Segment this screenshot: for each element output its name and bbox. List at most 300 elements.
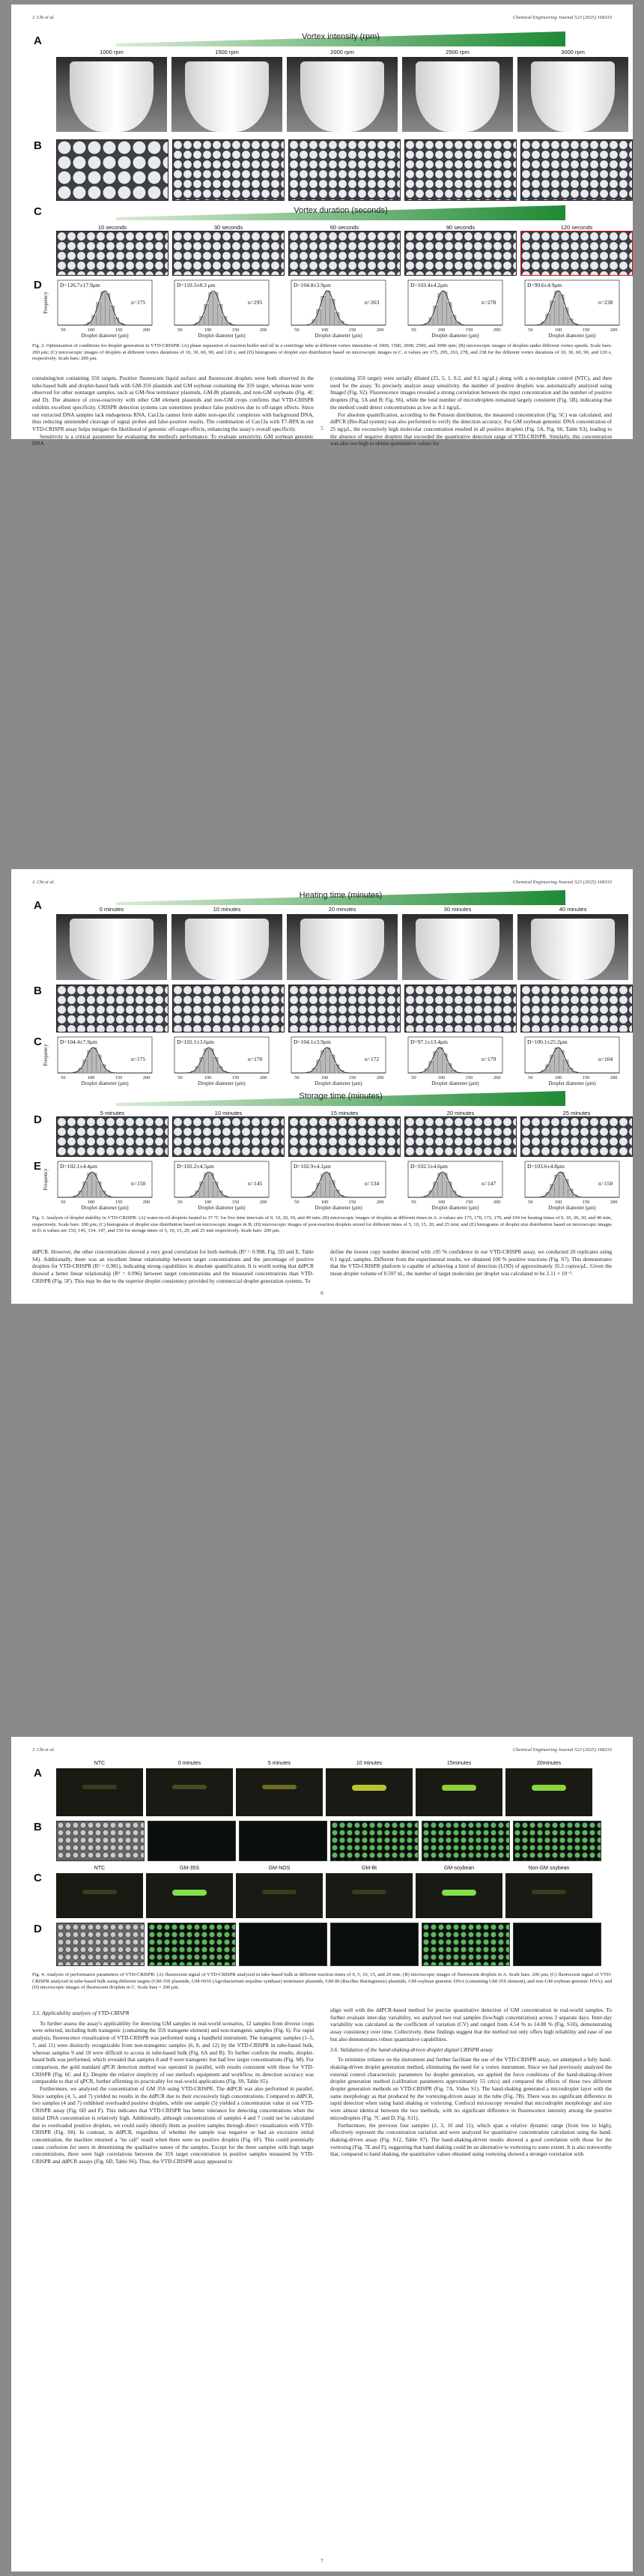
- x-tick-label: 50: [411, 327, 416, 333]
- x-tick-label: 200: [142, 1075, 151, 1080]
- micrograph-row-c: [56, 224, 633, 276]
- x-axis-label: Droplet diameter (μm): [431, 1080, 479, 1086]
- body-paragraph: Furthermore, we analyzed the concentration of GM 35S using VTD-CRISPR. The ddPCR was also performed in parallel. Since samples (4, 5, and 7) yielded no results in the ddPCR due to their excessively high concentrations. Compared to ddPCR, two samples (4 and 7) exhibited overloaded positive droplets, while one sample (5) yielded a concentration value in our VTD-CRISPR assay (Fig. 6D and F). This indicates that VTD-CRISPR has better tolerance for detecting concentrations when the initial DNA concentration is relatively high. Additionally, although concentrations of samples 4 and 7 could not be calculated due to overloaded positive droplets, we could easily identify them as positive samples through direct visualization with VTD-CRISPR (Fig. S8). In contrast, in ddPCR, regardless of whether the sample was negative or had an excessive initial concentration, the machine returned a "no call" result when there were no positive droplets (Fig. 6F). This could potentially cause confusion for users in determining the qualitative nature of the samples. Except for the three samples with high target concentrations, there were high correlations between the 35S target concentration in positive samples measured by VTD-CRISPR and ddPCR assays (Fig. 6D, Table S6). Thus, the VTD-CRISPR assay appeared to: [32, 2085, 314, 2165]
- micrograph-row-b: [56, 985, 633, 1032]
- x-axis-label: Droplet diameter (μm): [548, 1205, 596, 1211]
- x-axis-label: Droplet diameter (μm): [198, 1080, 246, 1086]
- body-paragraph: To further assess the assay's applicability for detecting GM samples in real-world scenarios, 12 samples from diverse crops were selected, including both transgenic (containing the 35S transgene element) and non-transgenic samples (Fig. 6). For rapid analysis, fluorescence visualization of VTD-CRISPR was performed using a handheld instrument. The transgenic samples (1–5, 7, and 11) were distinctly recognizable from non-transgenic samples (6, 8, and 12) by the VTD-CRISPR in tube-based bulk, whereas samples 9 and 10 were difficult to access in tube-based bulk (Fig. 6A and B). To further confirm the results, droplet-based bulk was performed, which revealed that samples 8 and 9 were transgenic but had low target concentrations (Fig. S8). For comparison, the gold standard qPCR detection method was operated in parallel, with results consistent with those for VTD-CRISPR (Fig. 6C and E). Despite the relative simplicity of our method's equipment and workflow, its detection accuracy was comparable to that of qPCR, further affirming its practicality for real-world applications (Fig. S9, Table S5).: [32, 2019, 314, 2085]
- x-axis-label: Droplet diameter (μm): [315, 1205, 362, 1211]
- x-tick-label: 150: [231, 1075, 240, 1080]
- x-axis-label: Droplet diameter (μm): [81, 1205, 129, 1211]
- histogram-bar: [452, 1191, 456, 1197]
- body-columns: [32, 1248, 612, 1285]
- body-column-left: [32, 1248, 314, 1285]
- mean-diameter-label: D=110.3±8.3 μm: [177, 282, 216, 288]
- fluorescence-label: NTC: [94, 1761, 106, 1766]
- vortex-duration-title: Vortex duration (seconds): [294, 206, 388, 215]
- histogram-bar: [429, 318, 434, 325]
- histogram-bar: [330, 1055, 335, 1073]
- histogram-bar: [312, 1192, 317, 1197]
- histogram-row-c: [41, 1034, 622, 1086]
- histogram-bar: [200, 1182, 204, 1197]
- micrograph-label: 15 minutes: [330, 1110, 359, 1116]
- tube-photo-row: [56, 906, 628, 980]
- panel-label-a: A: [34, 34, 42, 47]
- fluorescence-label: GM-35S: [179, 1866, 200, 1871]
- x-tick-label: 200: [259, 1075, 267, 1080]
- x-tick-label: 50: [294, 327, 300, 333]
- mean-diameter-label: D=102.1±4.4μm: [60, 1163, 97, 1170]
- histogram-bar: [218, 304, 222, 325]
- panel-label-d: D: [34, 279, 42, 291]
- x-axis-label: Droplet diameter (μm): [548, 1080, 596, 1086]
- tube-photo: [517, 49, 628, 132]
- histogram-bar: [218, 1191, 222, 1197]
- tube-label: 40 minutes: [559, 906, 587, 913]
- x-axis-label: Droplet diameter (μm): [315, 333, 362, 339]
- x-tick-label: 200: [376, 1075, 384, 1080]
- histogram-bar: [559, 1172, 564, 1197]
- histogram-bar: [434, 1182, 438, 1197]
- histogram-bar: [209, 1049, 213, 1073]
- x-tick-label: 200: [493, 1075, 501, 1080]
- x-tick-label: 100: [437, 1200, 446, 1205]
- fluorescence-label: GM-soybean: [443, 1866, 475, 1871]
- tube-label: 2000 rpm: [330, 49, 354, 55]
- histogram: [392, 277, 505, 339]
- histogram: [392, 1034, 505, 1086]
- x-tick-label: 150: [582, 327, 590, 333]
- heating-time-wedge: [116, 889, 565, 905]
- fluorescence-micrograph: [148, 1821, 236, 1861]
- micrograph: [172, 139, 285, 201]
- histogram-bar: [447, 1182, 452, 1197]
- mean-diameter-label: D=103.4±4.2μm: [410, 282, 448, 288]
- histogram-bar: [550, 1055, 555, 1073]
- sample-count-label: n=104: [598, 1056, 613, 1062]
- micrograph: [404, 139, 517, 201]
- tube-photo: [171, 906, 282, 980]
- body-paragraph: Sensitivity is a critical parameter for evaluating the method's performance. To evaluate sensitivity, GM soybean genomic DNA: [32, 432, 314, 447]
- histogram-bar: [209, 1173, 213, 1197]
- mean-diameter-label: D=97.1±13.4μm: [410, 1038, 448, 1045]
- histogram-bar: [83, 1182, 88, 1197]
- histogram-bar: [438, 1173, 443, 1197]
- x-tick-label: 100: [554, 327, 562, 333]
- histogram-bar: [213, 292, 218, 325]
- figure-caption: Fig. 2. Optimization of conditions for droplet generation in VTD-CRISPR: (A) phase separation of reaction buffer and oil in a centrifuge tube at different vortex intensities of 1000, 1500, 2000, 2500, and 3000 rpm; (B) microscopic images of droplets under different vortex speeds. Scale bars: 200 μm; (C) microscopic images of droplets at different vortex durations of 10, 30, 60, 90, and 120 s; and (D) histograms of droplet size distribution based on microscopic images in C. n values are 175, 295, 263, 278, and 238 for the different vortex durations of 10, 30, 60, 90, and 120 s, respectively. Scale bars: 200 μm.: [32, 343, 612, 362]
- micrograph-label: 60 seconds: [329, 224, 359, 231]
- mean-diameter-label: D=126.7±17.9μm: [60, 282, 100, 288]
- x-axis-label: Droplet diameter (μm): [315, 1080, 362, 1086]
- sample-count-label: n=145: [248, 1180, 263, 1187]
- x-tick-label: 200: [376, 327, 384, 333]
- fluorescence-tube-row-c: [56, 1866, 592, 1918]
- x-tick-label: 150: [465, 1200, 473, 1205]
- x-tick-label: 50: [528, 1075, 533, 1080]
- brightfield-micrograph: [56, 1923, 145, 1966]
- panel-label-a: A: [34, 899, 42, 912]
- body-column-right: [330, 2007, 612, 2165]
- histogram-bar: [213, 1057, 218, 1073]
- histogram-bar: [335, 312, 339, 325]
- panel-label-a: A: [34, 1767, 42, 1780]
- x-tick-label: 50: [177, 1200, 183, 1205]
- vortex-intensity-title: Vortex intensity (rpm): [302, 32, 380, 41]
- sample-count-label: n=175: [131, 299, 146, 306]
- header-journal: Chemical Engineering Journal 523 (2025) 168333: [513, 880, 612, 885]
- fluorescence-micrograph-row-b: [56, 1821, 601, 1861]
- micrograph: [404, 224, 517, 276]
- panel-label-d: D: [34, 1113, 42, 1126]
- panel-label-c: C: [34, 205, 42, 218]
- header-authors: J. Chi et al.: [32, 880, 55, 885]
- micrograph: [172, 224, 285, 276]
- histogram-bar: [97, 1055, 101, 1073]
- x-tick-label: 150: [348, 1075, 356, 1080]
- histogram-bar: [317, 1060, 321, 1073]
- mean-diameter-label: D=100.1±25.2μm: [527, 1038, 568, 1045]
- x-tick-label: 100: [321, 327, 329, 333]
- panel-label-b: B: [34, 1821, 42, 1833]
- fluorescence-label: 5 minutes: [267, 1761, 291, 1766]
- micrograph-label: 120 seconds: [560, 224, 593, 231]
- mean-diameter-label: D=99.6±4.9μm: [527, 282, 562, 288]
- histogram-bar: [97, 303, 101, 325]
- tube-label: 0 minutes: [99, 906, 124, 913]
- body-columns: [32, 2007, 612, 2165]
- histogram-bar: [564, 1060, 568, 1073]
- x-tick-label: 100: [321, 1200, 329, 1205]
- micrograph: [288, 139, 401, 201]
- histogram-bar: [447, 1064, 452, 1073]
- body-paragraph: containing/not containing 35S targets. Positive fluorescent liquid surface and fluorescent droplets were both observed in the tube-based bulk and droplet-based bulk with GM-35S plasmids and GM soybean containing the 35S target, whereas none were observed for other nontarget samples, such as GM-Nos terminator plasmids, GM-Bt plasmids, and non-GM soybeans (Fig. 4C and D). The absence of cross-reactivity with other GM element plasmids and non-GM crops confirms that VTD-CRISPR exhibits excellent specificity. CRISPR detection systems can sometimes produce false positives due to off-target effects. Since our extracted DNA samples lack endogenous RNA, Cas13a cannot form stable non-specific complexes with background DNA, thus reducing unintended cleavage of signal probes and false-positive results. The combination of Cas13a with T7-RPA in our VTD-CRISPR assay helps mitigate the likelihood of genomic off-target effects, enhancing the assay's overall specificity.: [32, 375, 314, 432]
- histogram-bar: [204, 1173, 209, 1197]
- fluorescence-tube: [505, 1866, 592, 1918]
- fluorescence-tube: [236, 1761, 323, 1816]
- histogram: [41, 1158, 155, 1211]
- fluorescence-tube: [56, 1866, 143, 1918]
- x-tick-label: 150: [115, 1200, 123, 1205]
- tube-label: 1500 rpm: [215, 49, 239, 55]
- fluorescence-label: NTC: [94, 1866, 106, 1871]
- running-header: [32, 1747, 612, 1756]
- x-tick-label: 100: [87, 1075, 95, 1080]
- micrograph-label: 10 seconds: [97, 224, 127, 231]
- fluorescence-tube: [236, 1866, 323, 1918]
- x-tick-label: 50: [177, 327, 183, 333]
- fluorescence-micrograph: [422, 1923, 510, 1966]
- tube-photo: [402, 906, 513, 980]
- histogram-row-d: [41, 277, 622, 339]
- histogram-bar: [317, 309, 321, 325]
- histogram-bar: [564, 1179, 568, 1197]
- histogram-bar: [195, 1067, 200, 1073]
- header-authors: J. Chi et al.: [32, 15, 55, 20]
- body-paragraph: ddPCR. However, the other concentrations showed a very good correlation for both methods (R² = 0.998, Fig. 5D and E, Table S4). Additionally, there was an excellent linear relationship between target concentrations and the percentage of positive droplets for VTD-CRISPR (R² = 0.981), indicating strong capabilities in absolute quantification. It is worth noting that ddPCR showed a better linear relationship (R² = 0.996) between target concentrations and the measured concentrations than VTD-CRISPR (Fig. 5F). This may be due to the superior droplet consistency provided by commercial droplet generation systems. To: [32, 1248, 314, 1284]
- x-tick-label: 200: [376, 1200, 384, 1205]
- x-tick-label: 150: [231, 327, 240, 333]
- histogram-bar: [83, 1060, 88, 1073]
- sample-count-label: n=150: [598, 1180, 613, 1187]
- histogram-bar: [555, 1047, 559, 1073]
- histogram-bar: [443, 1173, 447, 1197]
- body-paragraph: Furthermore, the previous four samples (2, 3, 10 and 11), which span a relative dynamic range (from low to high), effectively represent the concentration variation and were analyzed for quantitative concentration calculation using the hand-shaking-driven assay (Fig. S12, Table S7). The hand-shaking-driven results showed a good correlation with those for the vortexing (Fig. 7E and F), suggesting that hand shaking could be an alternative to vortexing to some extent. It is also noteworthy that, compared to hand shaking, the quantitative values obtained using vortexing showed a stronger correlation with: [330, 2121, 612, 2158]
- header-authors: J. Chi et al.: [32, 1747, 55, 1753]
- tube-photo: [517, 906, 628, 980]
- figure-caption: Fig. 4. Analysis of performance parameters of VTD-CRISPR: (A) fluorescent signal of VTD-CRISPR analyzed in tube-based bulk at different reaction times of 0, 5, 10, 15, and 20 min; (B) microscopic images of fluorescent droplets in A. Scale bars: 200 μm; (C) fluorescent signal of VTD-CRISPR analyzed in tube-based bulk using different targets (GM-35S plasmids, GM-NOS (Agrobacterium nopaline synthase) terminator plasmids, GM-Bt (Bacillus thuringiensis) plasmids, GM-soybean genomic DNA (containing GM-35S element), and non-GM soybean genomic DNA); and (D) microscopic images of fluorescent droplets in C. Scale bars = 200 μm.: [32, 1972, 612, 1991]
- storage-time-title: Storage time (minutes): [299, 1092, 383, 1101]
- mean-diameter-label: D=102.2±4.5μm: [177, 1163, 214, 1170]
- histogram-bar: [204, 1049, 209, 1073]
- micrograph-label: 10 minutes: [214, 1110, 243, 1116]
- x-axis-label: Droplet diameter (μm): [198, 333, 246, 339]
- histogram-bar: [546, 314, 550, 325]
- fluorescence-micrograph: [330, 1821, 419, 1861]
- y-axis-label: Frequency: [43, 291, 49, 314]
- fluorescence-tube: [416, 1761, 502, 1816]
- sample-count-label: n=238: [598, 299, 613, 306]
- body-paragraph: (containing 35S target) were serially diluted (25, 5, 1, 0.2, and 0.1 ng/μL) along with a no-template control (NTC), and then used for the assay. To precisely analyze assay sensitivity, the number of positive droplets was automatically analyzed using ImageJ (Fig. S2). Fluorescence images revealed a strong correlation between the input concentration and the number of positive droplets (Fig. 5A and B; Fig. S6), while the total number of microdroplets remained largely consistent (Fig. 5B), indicating that the method could detect concentrations as low as 0.1 ng/μL.: [330, 375, 612, 411]
- sample-count-label: n=175: [131, 1056, 146, 1062]
- vortex-intensity-wedge: [116, 30, 565, 46]
- x-tick-label: 200: [259, 327, 267, 333]
- histogram-bar: [92, 1047, 97, 1073]
- fluorescence-tube: [505, 1761, 592, 1816]
- vortex-duration-wedge: [116, 204, 565, 220]
- histogram-bar: [97, 1182, 101, 1197]
- sample-count-label: n=172: [365, 1056, 380, 1062]
- x-tick-label: 200: [142, 1200, 151, 1205]
- mean-diameter-label: D=103.6±4.8μm: [527, 1163, 565, 1170]
- micrograph-row-d: [56, 1110, 633, 1157]
- histogram: [275, 277, 389, 339]
- fluorescence-label: GM-Bt: [361, 1866, 377, 1871]
- x-tick-label: 200: [610, 327, 618, 333]
- histogram-bar: [79, 1191, 83, 1197]
- histogram-bar: [452, 315, 456, 325]
- histogram-bar: [218, 1067, 222, 1073]
- panel-label-d: D: [34, 1923, 42, 1935]
- histogram-bar: [443, 1053, 447, 1073]
- histogram: [392, 1158, 505, 1211]
- sample-count-label: n=150: [131, 1180, 146, 1187]
- histogram-bar: [546, 1065, 550, 1073]
- histogram-bar: [429, 1191, 434, 1197]
- histogram-bar: [312, 320, 317, 325]
- tube-photo: [171, 49, 282, 132]
- histogram-bar: [88, 1173, 92, 1197]
- x-tick-label: 150: [465, 1075, 473, 1080]
- histogram-bar: [222, 317, 227, 325]
- x-tick-label: 50: [294, 1200, 300, 1205]
- histogram: [41, 277, 155, 339]
- x-tick-label: 200: [610, 1200, 618, 1205]
- body-paragraph: define the lowest copy number detected with ≥95 % confidence in our VTD-CRISPR assay, we conducted 20 replicates using 0.1 ng/μL samples. Different from the experimental results, we obtained 100 % positive reactions (Fig. S7). This demonstrates that the VTD-CRISPR platform is capable of achieving a limit of detection (LOD) of approximately 35.3 copies/μL. Given the mean droplet volume of 0.597 nL, the number of target molecules per droplet was calculated to be 2.11 × 10⁻².: [330, 1248, 612, 1278]
- histogram-bar: [546, 1193, 550, 1197]
- histogram-bar: [425, 1069, 429, 1073]
- mean-diameter-label: D=104.1±3.9μm: [294, 1038, 331, 1045]
- micrograph: [56, 139, 168, 201]
- fluorescence-tube: [56, 1761, 143, 1816]
- body-paragraph: align well with the ddPCR-based method for precise quantitative detection of GM concentration in real-world samples. To further evaluate inter-day variability, we analyzed two real samples (low/high concentration) across 3 separate days. Inter-day variability was calculated as the coefficient of variation (CV) and ranged from 4.54 % to 14.88 % (Fig. S10), demonstrating assay consistency over time. Collectively, these findings suggest that the method not only offers high reliability and ease of use but also demonstrates robust quantitative capabilities.: [330, 2007, 612, 2043]
- histogram-bar: [550, 1185, 555, 1197]
- fluorescence-tube: [326, 1866, 413, 1918]
- histogram-bar: [568, 1189, 573, 1197]
- micrograph: [520, 1110, 633, 1157]
- x-tick-label: 50: [528, 1200, 533, 1205]
- micrograph-label: 90 seconds: [446, 224, 476, 231]
- page-7: [11, 1737, 633, 2572]
- sample-count-label: n=179: [482, 1056, 496, 1062]
- fluorescence-tube: [146, 1866, 233, 1918]
- fluorescence-micrograph: [422, 1821, 510, 1861]
- x-axis-label: Droplet diameter (μm): [548, 333, 596, 339]
- micrograph: [56, 224, 168, 276]
- histogram-bar: [209, 292, 213, 325]
- fluorescence-micrograph: [513, 1923, 601, 1966]
- header-journal: Chemical Engineering Journal 523 (2025) 168333: [513, 1747, 612, 1753]
- fluorescence-micrograph-row-d: [56, 1923, 601, 1966]
- histogram-bar: [434, 306, 438, 325]
- x-tick-label: 100: [321, 1075, 329, 1080]
- x-tick-label: 100: [204, 327, 212, 333]
- body-column-right: [330, 375, 612, 447]
- sample-count-label: n=170: [248, 1056, 263, 1062]
- tube-photo-row: [56, 49, 628, 132]
- page-6: [11, 869, 633, 1304]
- micrograph-label: 20 minutes: [446, 1110, 475, 1116]
- histogram-bar: [114, 318, 118, 325]
- tube-label: 1000 rpm: [100, 49, 124, 55]
- x-tick-label: 100: [554, 1075, 562, 1080]
- x-tick-label: 200: [259, 1200, 267, 1205]
- x-tick-label: 100: [437, 1075, 446, 1080]
- histogram-bar: [330, 1181, 335, 1197]
- micrograph: [404, 1110, 517, 1157]
- y-axis-label: Frequency: [43, 1168, 49, 1191]
- x-tick-label: 100: [87, 327, 95, 333]
- x-tick-label: 150: [582, 1200, 590, 1205]
- micrograph: [288, 1110, 401, 1157]
- x-tick-label: 50: [528, 327, 533, 333]
- fluorescence-micrograph: [330, 1923, 419, 1966]
- tube-photo: [287, 906, 398, 980]
- x-axis-label: Droplet diameter (μm): [431, 1205, 479, 1211]
- x-tick-label: 50: [411, 1200, 416, 1205]
- x-axis-label: Droplet diameter (μm): [81, 1080, 129, 1086]
- panel-label-c: C: [34, 1872, 42, 1884]
- histogram-bar: [555, 291, 559, 325]
- x-tick-label: 100: [554, 1200, 562, 1205]
- mean-diameter-label: D=102.5±4.6μm: [410, 1163, 448, 1170]
- figure-caption: Fig. 3. Analysis of droplet stability in VTD-CRISPR: (A) water-in-oil droplets heated to 37 °C for five time intervals of 0, 10, 20, 30, and 40 min; (B) microscopic images of droplets at different times in A. n values are 175, 170, 172, 179, and 104 for heating times of 0, 10, 20, 30, and 40 min, respectively. Scale bars: 200 μm; (C) histograms of droplet size distribution based on microscopic images in B; (D) microscopic images of post-reaction droplets stored for different times of 5, 10, 15, 20, and 25 min; and (E) histograms of droplet size distribution based on microscopic images in D. n values are 150, 145, 134, 147, and 150 for storage times of 5, 10, 15, 20, and 25 min respectively. Scale bars: 200 μm.: [32, 1215, 612, 1234]
- sample-count-label: n=278: [482, 299, 496, 306]
- body-column-right: [330, 1248, 612, 1285]
- tube-photo: [56, 906, 167, 980]
- histogram-bar: [564, 308, 568, 325]
- body-paragraph: For absolute quantification, according to the Poisson distribution, the measured concentration (Fig. 5C) was calculated, and ddPCR (Bio-Rad system) was also performed to verify the detection accuracy. For GM soybean genomic DNA concentration of 25 ng/μL, the excessively high molecular concentration resulted in all positive droplets (Fig. 5A, Fig. S6, Table S3), leading to the absence of negative droplets that exceeded the quantitative detection range of VTD-CRISPR. Similarly, this concentration was also too high to obtain quantitative values for: [330, 411, 612, 447]
- histogram-bar: [335, 1190, 339, 1197]
- tube-label: 2500 rpm: [446, 49, 470, 55]
- histogram-bar: [317, 1183, 321, 1197]
- micrograph: [520, 224, 633, 276]
- tube-label: 3000 rpm: [561, 49, 585, 55]
- micrograph: [56, 985, 168, 1032]
- x-tick-label: 150: [465, 327, 473, 333]
- fluorescence-label: 15minutes: [446, 1761, 472, 1766]
- sample-count-label: n=147: [482, 1180, 496, 1187]
- fluorescence-tube: [326, 1761, 413, 1816]
- histogram-bar: [109, 306, 114, 325]
- body-paragraph: To minimize reliance on the instrument and further facilitate the use of the VTD-CRISPR assay, we attempted a fully hand-shaking-driven droplet generation method, eliminating the need for a vortex instrument. Since we had previously analyzed the external control characteristic parameters for droplet generation, we applied the force conditions of the hand-shaking-driven droplet generation method (calibration parameters approximately 55 cm/s) and compared the effects of these two different droplet generation methods on VTD-CRISPR (Fig. 7A, Video S1). The hand-shaking generated a microdroplet layer with the same morphology as that produced by the vortexing-driven assay in the tube (Fig. 7B). There was no significant difference in rapid detection when using hand shaking or vortexing. Confocal microscopy revealed that microdroplet morphology and size were almost identical between the two methods, with no significant difference in fluorescence intensity among the positive microdroplets (Fig. 7C and D, Fig. S11).: [330, 2056, 612, 2121]
- fluorescence-micrograph: [239, 1923, 327, 1966]
- histogram-bar: [550, 300, 555, 325]
- tube-photo: [402, 49, 513, 132]
- x-axis-label: Droplet diameter (μm): [431, 333, 479, 339]
- micrograph: [520, 985, 633, 1032]
- mean-diameter-label: D=104.8±3.9μm: [294, 282, 331, 288]
- x-tick-label: 50: [294, 1075, 300, 1080]
- mean-diameter-label: D=104.4±7.9μm: [60, 1038, 97, 1045]
- histogram: [508, 1034, 622, 1086]
- section-heading: 3.5. Applicability analysis of VTD-CRISPR: [32, 2010, 130, 2016]
- histogram-bar: [204, 304, 209, 325]
- tube-photo: [56, 49, 167, 132]
- x-tick-label: 50: [61, 327, 66, 333]
- heating-time-title: Heating time (minutes): [299, 891, 383, 900]
- histogram: [158, 1158, 272, 1211]
- brightfield-micrograph: [56, 1821, 145, 1861]
- fluorescence-micrograph: [513, 1821, 601, 1861]
- histogram-bar: [429, 1061, 434, 1073]
- histogram: [275, 1034, 389, 1086]
- tube-label: 20 minutes: [328, 906, 356, 913]
- micrograph: [172, 1110, 285, 1157]
- storage-time-wedge: [116, 1089, 565, 1106]
- x-tick-label: 150: [348, 327, 356, 333]
- x-tick-label: 50: [177, 1075, 183, 1080]
- fluorescence-tube: [416, 1866, 502, 1918]
- panel-label-e: E: [34, 1160, 42, 1173]
- fluorescence-micrograph: [148, 1923, 236, 1966]
- tube-label: 30 minutes: [443, 906, 472, 913]
- histogram: [275, 1158, 389, 1211]
- x-tick-label: 50: [61, 1200, 66, 1205]
- histogram-bar: [101, 291, 106, 325]
- x-axis-label: Droplet diameter (μm): [81, 333, 129, 339]
- fluorescence-label: GM-NOS: [268, 1866, 291, 1871]
- fluorescence-label: Non-GM soybean: [528, 1866, 570, 1871]
- panel-label-b: B: [34, 139, 42, 152]
- histogram-bar: [200, 1057, 204, 1073]
- histogram-bar: [195, 1191, 200, 1197]
- x-tick-label: 50: [61, 1075, 66, 1080]
- x-tick-label: 200: [493, 327, 501, 333]
- histogram-bar: [326, 1047, 330, 1073]
- histogram-bar: [326, 1173, 330, 1197]
- x-tick-label: 150: [582, 1075, 590, 1080]
- histogram-bar: [326, 291, 330, 325]
- section-heading: 3.6. Validation of the hand-shaking-driven droplet digital CRISPR assay: [330, 2046, 493, 2053]
- histogram-bar: [312, 1068, 317, 1073]
- histogram-row-e: [41, 1158, 622, 1211]
- micrograph: [288, 224, 401, 276]
- sample-count-label: n=134: [365, 1180, 380, 1187]
- histogram-bar: [443, 291, 447, 325]
- histogram-bar: [447, 303, 452, 325]
- fluorescence-micrograph: [239, 1821, 327, 1861]
